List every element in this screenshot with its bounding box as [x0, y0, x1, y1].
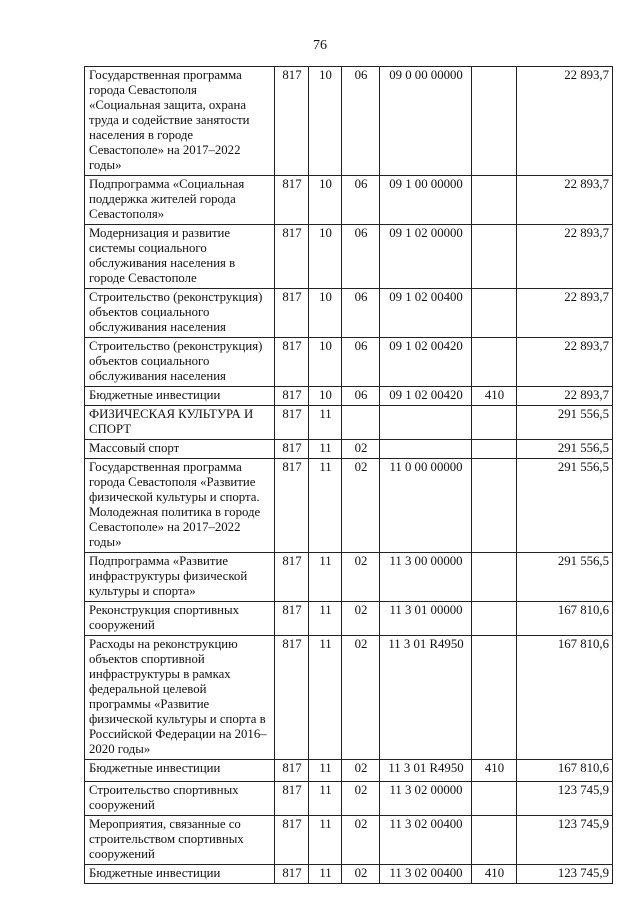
row-amount-cell: 22 893,7: [517, 225, 613, 289]
row-subsection-cell: 06: [342, 289, 380, 338]
row-expense-type-cell: 410: [472, 387, 517, 406]
row-section-cell: 10: [309, 176, 342, 225]
row-expense-type-cell: [472, 225, 517, 289]
row-section-cell: 11: [309, 440, 342, 459]
table-row: [85, 459, 613, 553]
row-amount-cell: 291 556,5: [517, 406, 613, 440]
row-subsection-cell: 06: [342, 225, 380, 289]
table-row: [85, 440, 613, 459]
row-name-cell: Мероприятия, связанные со строительством спортивных сооружений: [85, 816, 275, 865]
row-target-article-cell: 09 1 02 00420: [380, 387, 472, 406]
row-subsection-cell: 02: [342, 865, 380, 884]
row-subsection-cell: 06: [342, 338, 380, 387]
row-target-article-cell: 11 3 00 00000: [380, 553, 472, 602]
row-amount-cell: 22 893,7: [517, 338, 613, 387]
row-section-cell: 11: [309, 406, 342, 440]
row-target-article-cell: 09 1 02 00420: [380, 338, 472, 387]
row-target-article-cell: 09 0 00 00000: [380, 67, 472, 176]
row-subsection-cell: 02: [342, 760, 380, 782]
row-grbs-cell: 817: [275, 865, 309, 884]
row-grbs-cell: 817: [275, 67, 309, 176]
row-section-cell: 10: [309, 387, 342, 406]
row-name-cell: Бюджетные инвестиции: [85, 760, 275, 782]
row-section-cell: 11: [309, 816, 342, 865]
row-section-cell: 10: [309, 289, 342, 338]
row-target-article-cell: 09 1 00 00000: [380, 176, 472, 225]
row-target-article-cell: 11 3 02 00400: [380, 865, 472, 884]
row-amount-cell: 123 745,9: [517, 782, 613, 816]
row-name-cell: Подпрограмма «Социальная поддержка жителей города Севастополя»: [85, 176, 275, 225]
row-expense-type-cell: [472, 816, 517, 865]
row-subsection-cell: 06: [342, 387, 380, 406]
row-expense-type-cell: [472, 459, 517, 553]
row-target-article-cell: 11 3 01 R4950: [380, 636, 472, 760]
page-number: 76: [313, 38, 327, 53]
row-subsection-cell: 02: [342, 440, 380, 459]
row-target-article-cell: 11 3 02 00400: [380, 816, 472, 865]
row-amount-cell: 167 810,6: [517, 760, 613, 782]
table-row: [85, 602, 613, 636]
row-expense-type-cell: [472, 636, 517, 760]
row-target-article-cell: [380, 406, 472, 440]
row-target-article-cell: 11 0 00 00000: [380, 459, 472, 553]
table-row: [85, 406, 613, 440]
row-amount-cell: 22 893,7: [517, 67, 613, 176]
table-row: [85, 67, 613, 176]
row-grbs-cell: 817: [275, 406, 309, 440]
table-row: [85, 760, 613, 782]
row-expense-type-cell: [472, 553, 517, 602]
row-grbs-cell: 817: [275, 338, 309, 387]
row-section-cell: 11: [309, 636, 342, 760]
row-expense-type-cell: [472, 338, 517, 387]
row-name-cell: Массовый спорт: [85, 440, 275, 459]
table-row: [85, 387, 613, 406]
row-name-cell: Реконструкция спортивных сооружений: [85, 602, 275, 636]
row-name-cell: Подпрограмма «Развитие инфраструктуры физической культуры и спорта»: [85, 553, 275, 602]
row-target-article-cell: 09 1 02 00400: [380, 289, 472, 338]
table-row: [85, 865, 613, 884]
row-subsection-cell: 02: [342, 602, 380, 636]
row-name-cell: Государственная программа города Севастополя «Развитие физической культуры и спорта. Молодежная политика в городе Севастополе» на 2017–2022 годы»: [85, 459, 275, 553]
row-grbs-cell: 817: [275, 459, 309, 553]
row-section-cell: 10: [309, 67, 342, 176]
row-name-cell: Строительство (реконструкция) объектов социального обслуживания населения: [85, 289, 275, 338]
row-name-cell: Бюджетные инвестиции: [85, 865, 275, 884]
row-name-cell: ФИЗИЧЕСКАЯ КУЛЬТУРА И СПОРТ: [85, 406, 275, 440]
row-amount-cell: 167 810,6: [517, 602, 613, 636]
row-grbs-cell: 817: [275, 387, 309, 406]
row-expense-type-cell: [472, 176, 517, 225]
row-amount-cell: 22 893,7: [517, 176, 613, 225]
row-section-cell: 11: [309, 459, 342, 553]
row-expense-type-cell: [472, 602, 517, 636]
row-grbs-cell: 817: [275, 440, 309, 459]
table-row: [85, 816, 613, 865]
row-amount-cell: 291 556,5: [517, 553, 613, 602]
row-name-cell: Бюджетные инвестиции: [85, 387, 275, 406]
table-row: [85, 289, 613, 338]
row-section-cell: 11: [309, 865, 342, 884]
table-row: [85, 553, 613, 602]
row-section-cell: 10: [309, 225, 342, 289]
row-amount-cell: 123 745,9: [517, 865, 613, 884]
row-expense-type-cell: [472, 440, 517, 459]
row-subsection-cell: 02: [342, 636, 380, 760]
row-subsection-cell: 06: [342, 176, 380, 225]
budget-table: [84, 66, 613, 884]
row-grbs-cell: 817: [275, 760, 309, 782]
table-row: [85, 782, 613, 816]
row-amount-cell: 22 893,7: [517, 387, 613, 406]
row-target-article-cell: 09 1 02 00000: [380, 225, 472, 289]
row-expense-type-cell: [472, 782, 517, 816]
row-target-article-cell: 11 3 01 00000: [380, 602, 472, 636]
row-subsection-cell: 02: [342, 782, 380, 816]
row-grbs-cell: 817: [275, 816, 309, 865]
row-target-article-cell: [380, 440, 472, 459]
row-subsection-cell: [342, 406, 380, 440]
row-grbs-cell: 817: [275, 176, 309, 225]
row-name-cell: Строительство (реконструкция) объектов социального обслуживания населения: [85, 338, 275, 387]
row-expense-type-cell: [472, 289, 517, 338]
row-target-article-cell: 11 3 01 R4950: [380, 760, 472, 782]
row-name-cell: Модернизация и развитие системы социального обслуживания населения в городе Севастополе: [85, 225, 275, 289]
row-section-cell: 11: [309, 553, 342, 602]
row-section-cell: 10: [309, 338, 342, 387]
row-amount-cell: 22 893,7: [517, 289, 613, 338]
table-row: [85, 176, 613, 225]
row-expense-type-cell: [472, 406, 517, 440]
row-name-cell: Строительство спортивных сооружений: [85, 782, 275, 816]
budget-table-body: [85, 67, 613, 884]
row-name-cell: Государственная программа города Севастополя «Социальная защита, охрана труда и содействие занятости населения в городе Севастополе» на 2017–2022 годы»: [85, 67, 275, 176]
row-grbs-cell: 817: [275, 782, 309, 816]
row-grbs-cell: 817: [275, 553, 309, 602]
row-grbs-cell: 817: [275, 636, 309, 760]
row-section-cell: 11: [309, 782, 342, 816]
row-subsection-cell: 02: [342, 816, 380, 865]
row-section-cell: 11: [309, 602, 342, 636]
row-subsection-cell: 02: [342, 459, 380, 553]
row-section-cell: 11: [309, 760, 342, 782]
row-amount-cell: 291 556,5: [517, 459, 613, 553]
table-row: [85, 636, 613, 760]
table-row: [85, 225, 613, 289]
row-grbs-cell: 817: [275, 602, 309, 636]
row-target-article-cell: 11 3 02 00000: [380, 782, 472, 816]
row-amount-cell: 291 556,5: [517, 440, 613, 459]
row-subsection-cell: 02: [342, 553, 380, 602]
row-name-cell: Расходы на реконструкцию объектов спортивной инфраструктуры в рамках федеральной целевой программы «Развитие физической культуры и спорта в Российской Федерации на 2016–2020 годы»: [85, 636, 275, 760]
row-amount-cell: 123 745,9: [517, 816, 613, 865]
row-expense-type-cell: 410: [472, 865, 517, 884]
row-amount-cell: 167 810,6: [517, 636, 613, 760]
row-grbs-cell: 817: [275, 289, 309, 338]
row-grbs-cell: 817: [275, 225, 309, 289]
row-expense-type-cell: 410: [472, 760, 517, 782]
row-subsection-cell: 06: [342, 67, 380, 176]
table-row: [85, 338, 613, 387]
row-expense-type-cell: [472, 67, 517, 176]
